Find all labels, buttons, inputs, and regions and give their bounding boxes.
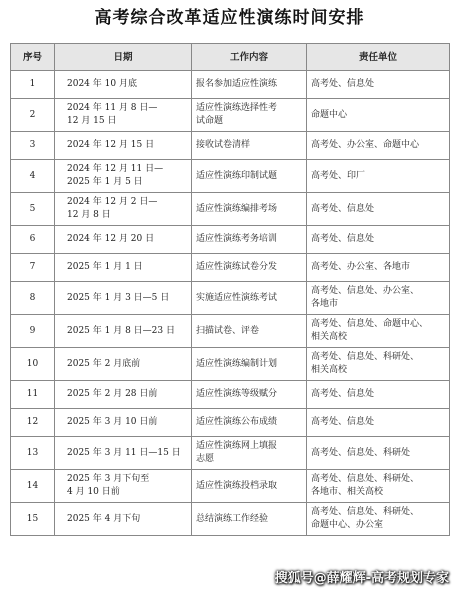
cell-content-line: 适应性演练编排考场 [196,203,278,214]
cell-date-line: 2025 年 1 月 3 日—5 日 [67,292,170,303]
cell-unit [307,99,450,132]
cell-content-line: 试命题 [196,116,224,126]
cell-unit-line: 高考处、信息处、命题中心、 [311,319,429,329]
cell-unit-line: 高考处、印厂 [311,170,366,181]
cell-date [55,470,192,503]
cell-content [192,437,307,470]
cell-content-line: 适应性演练试卷分发 [196,262,278,272]
cell-no: 15 [11,503,55,536]
cell-content [192,254,307,282]
table-row [11,437,450,470]
watermark: 搜狐号@薛耀辉-高考规划专家 [274,571,449,586]
cell-content-line: 总结演练工作经验 [196,513,269,524]
cell-content-line: 适应性演练印制试题 [196,170,278,181]
table-row [11,193,450,226]
cell-unit [307,348,450,381]
cell-date-line: 12 月 8 日 [67,210,111,220]
cell-no: 6 [11,226,55,254]
cell-unit [307,71,450,99]
cell-unit-line: 各地市、相关高校 [311,487,384,497]
cell-date [55,160,192,193]
cell-content-line: 适应性演练公布成绩 [196,417,278,427]
cell-date-line: 2025 年 1 月 8 日—23 日 [67,325,175,336]
cell-content-line: 适应性演练投档录取 [196,480,278,491]
cell-date-line: 2025 年 3 月 10 日前 [67,417,158,427]
cell-date-line: 2025 年 1 月 1 日 [67,262,143,272]
cell-content [192,71,307,99]
cell-content-line: 接收试卷清样 [196,140,251,150]
cell-unit-line: 高考处、信息处 [311,79,375,89]
cell-content-line: 志愿 [196,454,215,464]
cell-content [192,409,307,437]
cell-date-line: 2025 年 3 月 11 日—15 日 [67,447,181,458]
cell-unit-line: 高考处、信息处、办公室、 [311,286,420,296]
table-body [11,71,450,536]
cell-date-line: 2025 年 4 月下旬 [67,513,141,524]
cell-unit-line: 高考处、办公室、命题中心 [311,140,420,150]
cell-unit-line: 相关高校 [311,365,348,375]
cell-content-line: 扫描试卷、评卷 [196,325,260,336]
cell-unit-line: 命题中心 [311,109,348,120]
cell-unit-line: 高考处、信息处、科研处、 [311,474,420,484]
cell-no: 11 [11,381,55,409]
cell-content-line: 报名参加适应性演练 [196,79,278,89]
cell-no: 12 [11,409,55,437]
cell-no: 8 [11,282,55,315]
table-row [11,282,450,315]
cell-unit-line: 高考处、信息处 [311,203,375,214]
cell-no: 3 [11,132,55,160]
cell-content [192,226,307,254]
cell-unit-line: 高考处、信息处 [311,417,375,427]
table-row [11,254,450,282]
cell-content-line: 实施适应性演练考试 [196,292,278,303]
cell-no: 9 [11,315,55,348]
table-row [11,226,450,254]
cell-content [192,160,307,193]
cell-no: 10 [11,348,55,381]
table-row [11,381,450,409]
cell-no: 14 [11,470,55,503]
cell-unit [307,160,450,193]
table-row [11,132,450,160]
cell-unit [307,315,450,348]
cell-date-line: 2024 年 12 月 20 日 [67,234,155,244]
cell-date-line: 2024 年 12 月 2 日— [67,197,158,207]
cell-date-line: 2024 年 12 月 11 日— [67,164,164,174]
cell-no: 5 [11,193,55,226]
cell-unit-line: 高考处、信息处 [311,389,375,399]
cell-unit-line: 高考处、信息处 [311,234,375,244]
cell-date [55,132,192,160]
cell-content [192,99,307,132]
cell-date-line: 2025 年 3 月下旬至 [67,474,150,484]
table-row [11,409,450,437]
cell-content-line: 适应性演练编制计划 [196,358,278,369]
cell-date-line: 4 月 10 日前 [67,487,120,497]
cell-date [55,437,192,470]
cell-content [192,315,307,348]
cell-unit-line: 高考处、信息处、科研处、 [311,352,420,362]
cell-unit [307,381,450,409]
table-row [11,99,450,132]
cell-content-line: 适应性演练考务培训 [196,234,278,244]
cell-no: 7 [11,254,55,282]
cell-date-line: 2025 年 2 月 28 日前 [67,389,158,399]
header-unit: 责任单位 [307,44,450,71]
cell-unit-line: 高考处、信息处、科研处 [311,447,411,458]
cell-date-line: 2025 年 2 月底前 [67,358,141,369]
cell-date [55,226,192,254]
cell-unit-line: 各地市 [311,299,339,309]
header-date: 日期 [55,44,192,71]
cell-date-line: 2024 年 12 月 15 日 [67,140,155,150]
cell-unit-line: 相关高校 [311,332,348,342]
header-content: 工作内容 [192,44,307,71]
table-row [11,503,450,536]
cell-date-line: 2024 年 11 月 8 日— [67,103,158,113]
table-row [11,71,450,99]
cell-date [55,315,192,348]
cell-date [55,193,192,226]
cell-unit [307,254,450,282]
cell-unit [307,193,450,226]
cell-no: 1 [11,71,55,99]
table-row [11,315,450,348]
cell-unit [307,282,450,315]
cell-date [55,503,192,536]
table-row [11,470,450,503]
cell-unit [307,470,450,503]
cell-unit-line: 高考处、信息处、科研处、 [311,507,420,517]
cell-unit [307,409,450,437]
cell-date [55,254,192,282]
cell-unit-line: 高考处、办公室、各地市 [311,262,411,272]
cell-no: 4 [11,160,55,193]
cell-date [55,409,192,437]
page-title: 高考综合改革适应性演练时间安排 [94,8,365,28]
cell-unit [307,503,450,536]
cell-date [55,381,192,409]
cell-content-line: 适应性演练选择性考 [196,103,278,113]
cell-content [192,470,307,503]
cell-date-line: 2024 年 10 月底 [67,79,137,89]
table-header-row [11,44,450,71]
cell-content [192,503,307,536]
cell-unit [307,132,450,160]
cell-unit-line: 命题中心、办公室 [311,520,384,530]
cell-date [55,348,192,381]
cell-content [192,193,307,226]
schedule-table [10,43,450,536]
cell-date-line: 2025 年 1 月 5 日 [67,177,143,187]
cell-date [55,282,192,315]
table-row [11,348,450,381]
table-row [11,160,450,193]
cell-content [192,282,307,315]
cell-content-line: 适应性演练等级赋分 [196,389,278,399]
cell-content [192,348,307,381]
cell-unit [307,226,450,254]
cell-date [55,71,192,99]
cell-content [192,132,307,160]
cell-unit [307,437,450,470]
header-no: 序号 [11,44,55,71]
cell-date [55,99,192,132]
cell-date-line: 12 月 15 日 [67,116,117,126]
cell-content-line: 适应性演练网上填报 [196,441,278,451]
cell-no: 2 [11,99,55,132]
cell-content [192,381,307,409]
cell-no: 13 [11,437,55,470]
